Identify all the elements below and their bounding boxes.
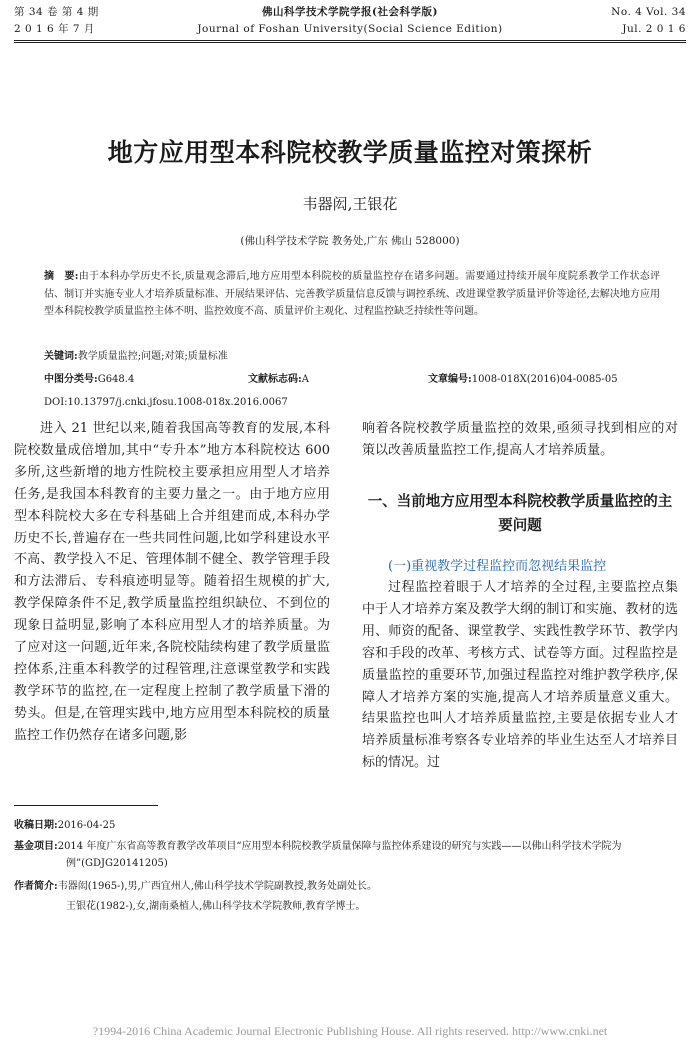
abstract <box>44 268 660 321</box>
paper-title: 地方应用型本科院校教学质量监控对策探析 <box>107 138 593 167</box>
clc-number <box>44 373 134 387</box>
body-column-right-lower <box>362 577 678 774</box>
abstract-text: 由于本科办学历史不长,质量观念滞后,地方应用型本科院校的质量监控存在诸多问题。需要通过持续开展年度院系教学工作状态评估、制订并实施专业人才培养质量标准、开展结果评估、完善教学质量信息反馈与调控系统、改进课堂教学质量评价等途径,去解决地方应用型本科院校教学质量监控主体不明、监控效度不高、质量评价主观化、过程监控缺乏持续性等问题。 <box>44 271 660 317</box>
clc-label: 中图分类号: <box>44 374 98 385</box>
article-number <box>428 373 618 387</box>
body-column-left <box>14 418 330 747</box>
received-date: 2016-04-25 <box>57 820 116 831</box>
author1-bio: 韦器闳(1965-),男,广西宜州人,佛山科学技术学院副教授,教务处副处长。 <box>57 881 378 892</box>
abstract-label: 摘 要: <box>44 271 79 282</box>
publication-date-en: Jul. 2 0 1 6 <box>622 23 686 35</box>
body-paragraph-continued: 响着各院校教学质量监控的效果,亟须寻找到相应的对策以改善质量监控工作,提高人才培养质量。 <box>362 421 678 458</box>
body-column-right <box>362 418 678 462</box>
paper-authors: 韦器闳,王银花 <box>302 195 398 213</box>
fund-text: 2014 年度广东省高等教育教学改革项目“应用型本科院校教学质量保障与监控体系建设的研究与实践——以佛山科学技术学院为例”(GDJG20141205) <box>57 841 622 869</box>
volume-issue-cn: 第 34 卷 第 4 期 <box>14 6 99 18</box>
article-no-label: 文章编号: <box>428 374 472 385</box>
footnote-fund <box>14 838 684 872</box>
volume-issue-en: No. 4 Vol. 34 <box>611 6 686 18</box>
footnote-author <box>14 878 684 895</box>
header-rule <box>14 40 686 41</box>
footnote-rule <box>14 805 158 806</box>
body-paragraph: 过程监控着眼于人才培养的全过程,主要监控点集中于人才培养方案及教学大纲的制订和实施、教材的选用、师资的配备、课堂教学、实践性教学环节、教学内容和手段的改革、考核方式、试卷等方面。过程监控是质量监控的重要环节,加强过程监控对维护教学秩序,保障人才培养方案的实施,提高人才培养质量意义重大。结果监控也叫人才培养质量监控,主要是依据专业人才培养质量标准考察各专业培养的毕业生达至人才培养目标的情况。过 <box>362 580 678 771</box>
received-label: 收稿日期: <box>14 820 58 831</box>
doi: DOI:10.13797/j.cnki.jfosu.1008-018x.2016.0067 <box>44 397 288 408</box>
doc-code-label: 文献标志码: <box>248 374 302 385</box>
article-no-value: 1008-018X(2016)04-0085-05 <box>471 374 618 385</box>
copyright-footer: ?1994-2016 China Academic Journal Electronic Publishing House. All rights reserved. http://www.cnki.net <box>92 1024 608 1038</box>
keywords-text: 教学质量监控;问题;对策;质量标准 <box>77 351 228 362</box>
header-rule-double <box>14 42 686 43</box>
doc-code-value: A <box>301 374 309 385</box>
journal-name-cn: 佛山科学技术学院学报(社会科学版) <box>262 6 438 18</box>
subsection-heading: (一)重视教学过程监控而忽视结果监控 <box>388 559 607 574</box>
clc-value: G648.4 <box>97 374 135 385</box>
keywords-label: 关键词: <box>44 351 78 362</box>
fund-label: 基金项目: <box>14 841 58 852</box>
document-code <box>248 373 309 387</box>
body-paragraph: 进入 21 世纪以来,随着我国高等教育的发展,本科院校数量成倍增加,其中“专升本”地方本科院校达 600 多所,这些新增的地方性院校主要承担应用型人才培养任务,是我国本科教育的主要力量之一。由于地方应用型本科院校大多在专科基础上合并组建而成,本科办学历史不长,普遍存在一些共同性问题,比如学科建设水平不高、教学投入不足、管理体制不健全、教学管理手段和方法滞后、专科痕迹明显等。随着招生规模的扩大,教学保障条件不足,教学质量监控组织缺位、不到位的现象日益明显,影响了本科应用型人才的培养质量。为了应对这一问题,近年来,各院校陆续构建了教学质量监控体系,注重本科教学的过程管理,注意课堂教学和实践教学环节的监控,在一定程度上控制了教学质量下滑的势头。但是,在管理实践中,地方应用型本科院校的质量监控工作仍然存在诸多问题,影 <box>14 421 330 743</box>
keywords <box>44 350 228 364</box>
author-label: 作者简介: <box>14 881 58 892</box>
publication-date-cn: 2 0 1 6 年 7 月 <box>14 23 95 35</box>
footnote-author2 <box>14 898 684 915</box>
author2-bio: 王银花(1982-),女,湖南桑植人,佛山科学技术学院教师,教育学博士。 <box>66 901 366 912</box>
journal-name-en: Journal of Foshan University(Social Science Edition) <box>197 23 503 35</box>
section-heading: 一、当前地方应用型本科院校教学质量监控的主要问题 <box>367 494 673 534</box>
footnote-received <box>14 817 684 834</box>
author-affiliation: (佛山科学技术学院 教务处,广东 佛山 528000) <box>240 235 460 247</box>
